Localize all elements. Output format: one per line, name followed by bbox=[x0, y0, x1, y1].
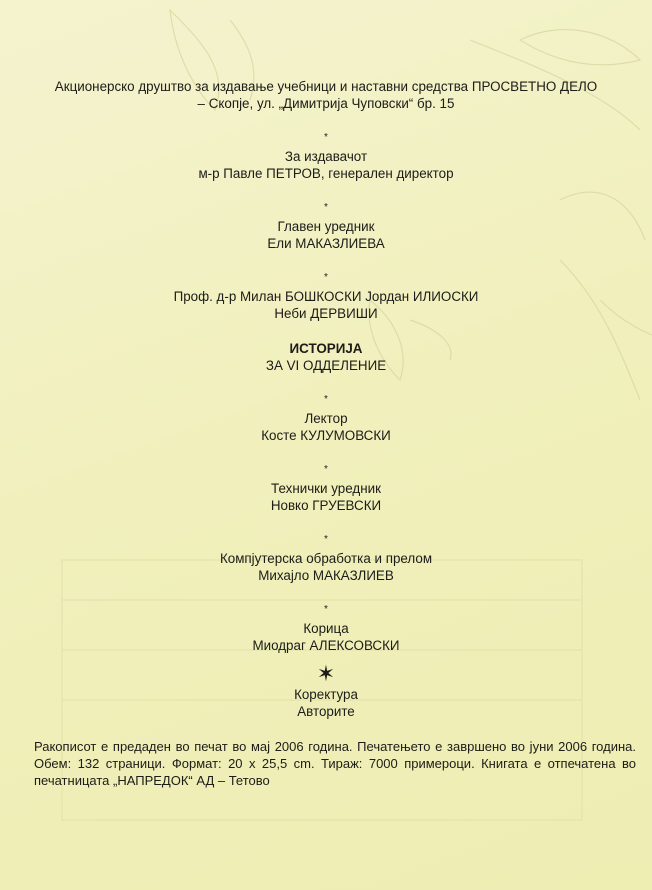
technical-editor-name: Новко ГРУЕВСКИ bbox=[270, 498, 382, 513]
separator-star: * bbox=[324, 272, 328, 283]
lector-name: Косте КУЛУМОВСКИ bbox=[261, 428, 391, 443]
separator-star: * bbox=[324, 202, 328, 213]
book-subtitle: ЗА VI ОДДЕЛЕНИЕ bbox=[265, 358, 387, 373]
technical-editor-label: Технички уредник bbox=[271, 481, 381, 496]
proofreading-label: Коректура bbox=[294, 687, 358, 702]
book-title: ИСТОРИЈА bbox=[289, 341, 363, 356]
proofreading-name: Авторите bbox=[297, 704, 355, 719]
separator-star: * bbox=[324, 132, 328, 143]
layout-name: Михајло МАКАЗЛИЕВ bbox=[258, 568, 394, 583]
separator-star: * bbox=[324, 394, 328, 405]
chief-editor-name: Ели МАКАЗЛИЕВА bbox=[267, 236, 385, 251]
cover-label: Корица bbox=[303, 621, 349, 636]
publisher-line-1: Акционерско друштво за издавање учебници и наставни средства ПРОСВЕТНО ДЕЛО bbox=[54, 79, 598, 94]
authors-line-1: Проф. д-р Милан БОШКОСКИ Јордан ИЛИОСКИ bbox=[173, 289, 479, 304]
separator-star: * bbox=[324, 464, 328, 475]
layout-label: Компјутерска обработка и прелом bbox=[219, 551, 433, 566]
printing-info: Ракописот е предаден во печат во мај 2006 година. Печатењето е завршено во јуни 2006 година. Обем: 132 страници. Формат: 20 х 25,5 cm. Тираж: 7000 примероци. Книгата е отпечатена во печатницата „НАПРЕДОК“ АД – Тетово bbox=[34, 739, 636, 788]
colophon-body bbox=[0, 78, 652, 720]
star-icon: ✶ bbox=[316, 661, 336, 686]
chief-editor-label: Главен уредник bbox=[277, 219, 375, 234]
separator-star: * bbox=[324, 604, 328, 615]
lector-label: Лектор bbox=[304, 411, 348, 426]
for-publisher-name: м-р Павле ПЕТРОВ, генерален директор bbox=[198, 166, 454, 181]
authors-line-2: Неби ДЕРВИШИ bbox=[274, 306, 378, 321]
for-publisher-label: За издавачот bbox=[284, 149, 368, 164]
separator-star: * bbox=[324, 534, 328, 545]
publisher-line-2: – Скопје, ул. „Димитрија Чуповски“ бр. 15 bbox=[197, 96, 455, 111]
cover-name: Миодраг АЛЕКСОВСКИ bbox=[252, 638, 400, 653]
